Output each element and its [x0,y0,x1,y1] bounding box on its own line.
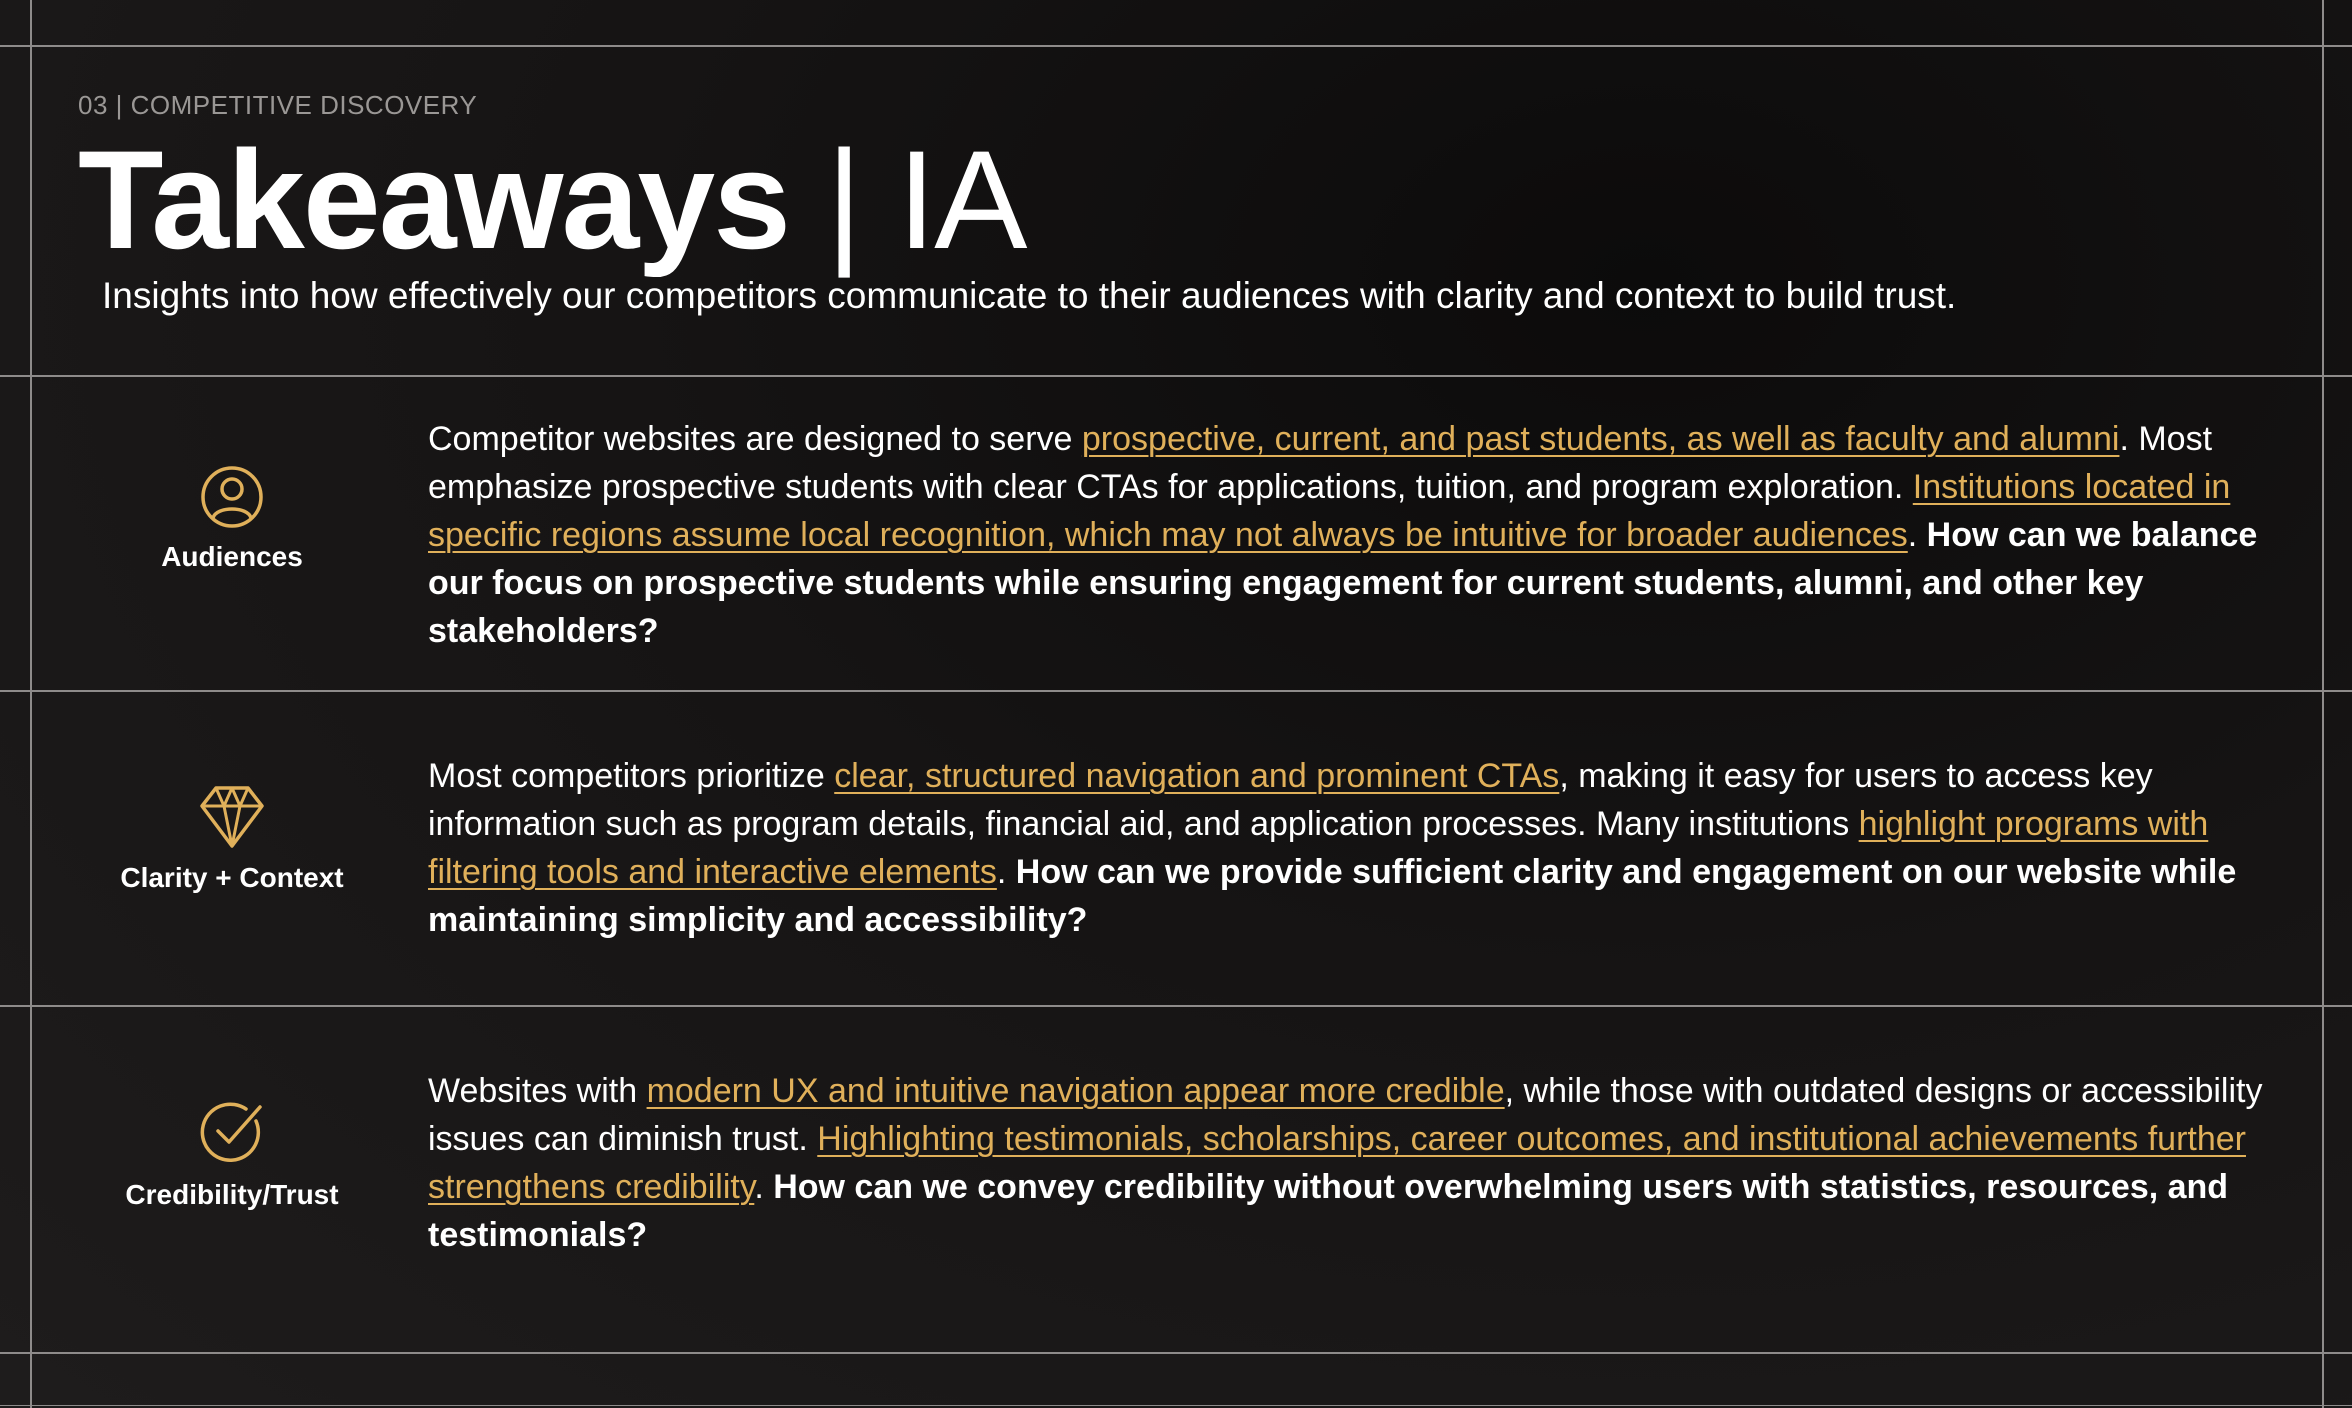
body-text: . Most emphasize prospective students with clear CTAs for applications, tuition, and program exploration. [428,420,2213,506]
key-question: How can we provide sufficient clarity and engagement on our website while maintaining simplicity and accessibility? [428,853,2237,939]
takeaway-row-clarity [32,692,2324,1005]
key-question: How can we convey credibility without overwhelming users with statistics, resources, and testimonials? [428,1168,2229,1254]
page-title-strong: Takeaways [78,121,790,278]
page-title [78,120,1026,280]
body-text: . [754,1168,774,1206]
page-subtitle: Insights into how effectively our competitors communicate to their audiences with clarity and context to build trust. [102,275,1957,316]
highlight-link[interactable]: modern UX and intuitive navigation appear more credible [646,1072,1505,1110]
highlight-link[interactable]: Highlighting testimonials, scholarships, career outcomes, and institutional achievements further strengthens credibility [428,1120,2246,1206]
body-text: Websites with [428,1072,647,1110]
person-circle-icon [200,465,264,529]
body-text: . [996,853,1016,891]
key-question: How can we balance our focus on prospective students while ensuring engagement for current students, alumni, and other key stakeholders? [428,516,2258,650]
takeaway-row-credibility [32,1007,2324,1352]
row-body-credibility [428,1067,2278,1259]
highlight-link[interactable]: clear, structured navigation and prominent CTAs [834,757,1560,795]
check-circle-icon [198,1099,266,1167]
top-rule [0,45,2352,47]
row-label-credibility: Credibility/Trust [125,1179,339,1210]
body-text: , while those with outdated designs or accessibility issues can diminish trust. [428,1072,2263,1158]
row-body-clarity [428,752,2278,944]
row-label-audiences: Audiences [161,541,303,572]
row-icon-block [32,1099,432,1211]
page-title-light: | IA [789,121,1026,278]
section-eyebrow: 03 | COMPETITIVE DISCOVERY [78,90,478,120]
highlight-link[interactable]: prospective, current, and past students, as well as faculty and alumni [1081,420,2120,458]
row-label-clarity: Clarity + Context [120,862,344,893]
diamond-icon [198,782,266,850]
bottom-rule [0,1352,2352,1354]
highlight-link[interactable]: highlight programs with filtering tools and interactive elements [428,805,2209,891]
body-text: . [1907,516,1927,554]
body-text: , making it easy for users to access key information such as program details, financial aid, and application processes. Many institutions [428,757,2153,843]
highlight-link[interactable]: Institutions located in specific regions assume local recognition, which may not always be intuitive for broader audiences [428,468,2231,554]
row-icon-block [32,465,432,573]
body-text: Most competitors prioritize [428,757,835,795]
row-body-audiences [428,415,2278,655]
row-icon-block [32,782,432,894]
takeaway-row-audiences [32,377,2324,690]
bottom-edge-rule [0,1405,2352,1406]
body-text: Competitor websites are designed to serve [428,420,1082,458]
